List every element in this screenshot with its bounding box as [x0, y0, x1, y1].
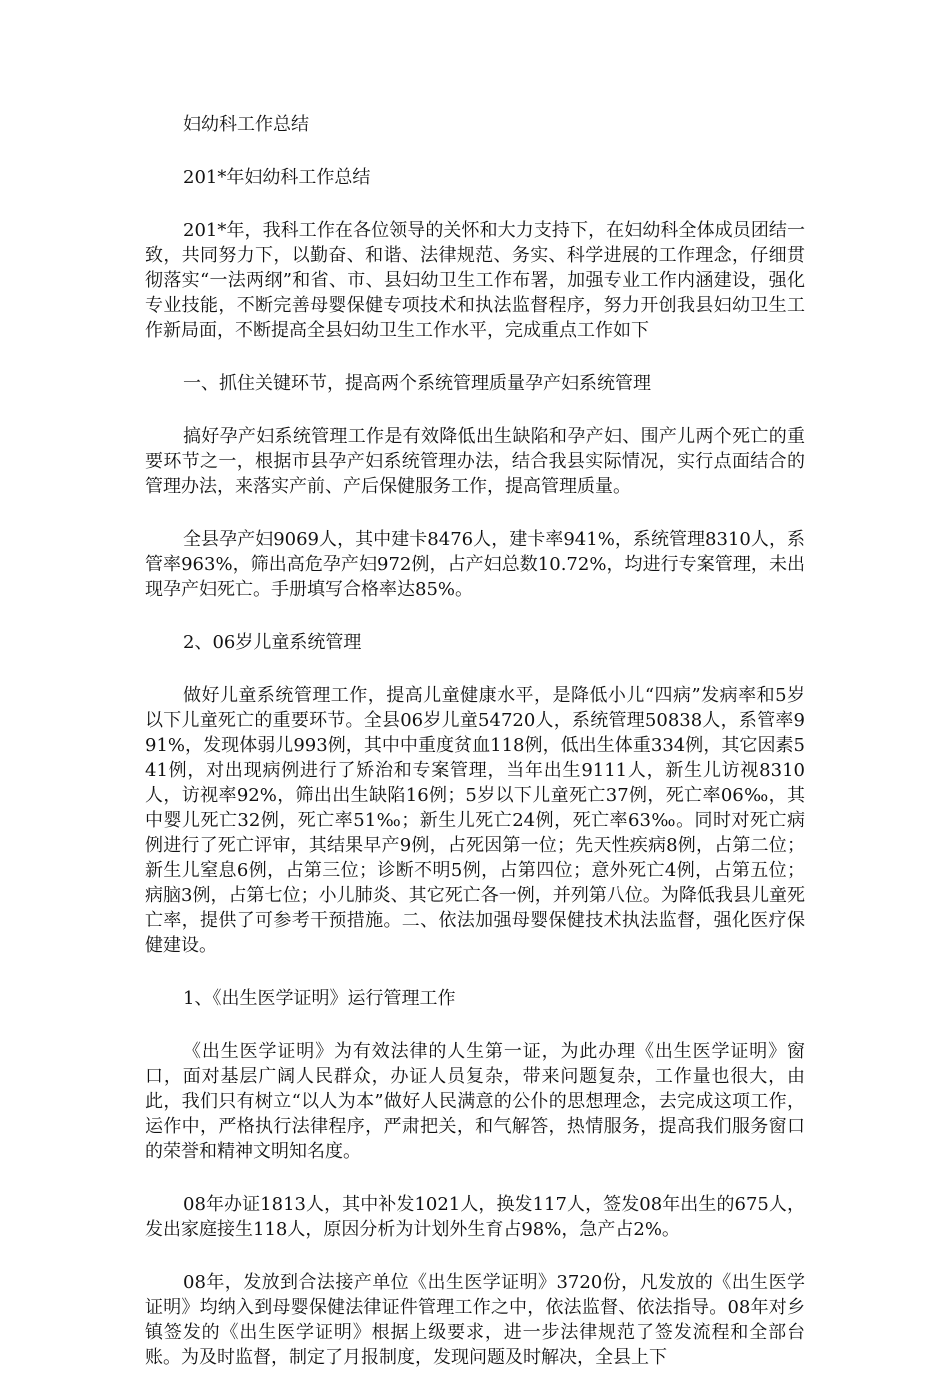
paragraph-maternal-management: 搞好孕产妇系统管理工作是有效降低出生缺陷和孕产妇、围产儿两个死亡的重要环节之一，根据市县孕产妇系统管理办法，结合我县实际情况，实行点面结合的管理办法，来落实产前、产后保健服务工作，提高管理质量。 [145, 426, 805, 497]
paragraph-certificate-stats: 08年办证1813人，其中补发1021人，换发117人，签发08年出生的675人，发出家庭接生118人，原因分析为计划外生育占98%，急产占2%。 [145, 1194, 805, 1240]
document-subtitle: 201*年妇幼科工作总结 [183, 167, 371, 188]
document-body [145, 112, 805, 1398]
document-title: 妇幼科工作总结 [183, 114, 309, 135]
paragraph-certificate-distribution: 08年，发放到合法接产单位《出生医学证明》3720份，凡发放的《出生医学证明》均纳入到母婴保健法律证件管理工作之中，依法监督、依法指导。08年对乡镇签发的《出生医学证明》根据上级要求，进一步法律规范了签发流程和全部台账。为及时监督，制定了月报制度，发现问题及时解决，全县上下 [145, 1272, 805, 1368]
paragraph-maternal-stats: 全县孕产妇9069人，其中建卡8476人，建卡率941%，系统管理8310人，系管率963%，筛出高危孕产妇972例，占产妇总数10.72%，均进行专案管理，未出现孕产妇死亡。手册填写合格率达85%。 [145, 529, 805, 600]
section-heading-3: 1、《出生医学证明》运行管理工作 [183, 988, 456, 1009]
section-heading-1: 一、抓住关键环节，提高两个系统管理质量孕产妇系统管理 [183, 373, 651, 394]
paragraph-child-management: 做好儿童系统管理工作，提高儿童健康水平，是降低小儿“四病”发病率和5岁以下儿童死亡的重要环节。全县06岁儿童54720人，系统管理50838人，系管率991%，发现体弱儿993例，其中中重度贫血118例，低出生体重334例，其它因素541例，对出现病例进行了矫治和专案管理，当年出生9111人，新生儿访视8310人，访视率92%，筛出出生缺陷16例；5岁以下儿童死亡37例，死亡率06‰，其中婴儿死亡32例，死亡率51‰；新生儿死亡24例，死亡率63‰。同时对死亡病例进行了死亡评审，其结果早产9例，占死因第一位；先天性疾病8例，占第二位；新生儿窒息6例，占第三位；诊断不明5例，占第四位；意外死亡4例，占第五位；病脑3例，占第七位；小儿肺炎、其它死亡各一例，并列第八位。为降低我县儿童死亡率，提供了可参考干预措施。二、依法加强母婴保健技术执法监督，强化医疗保健建设。 [145, 685, 805, 956]
section-heading-2: 2、06岁儿童系统管理 [183, 632, 362, 653]
intro-paragraph: 201*年，我科工作在各位领导的关怀和大力支持下，在妇幼科全体成员团结一致，共同努力下，以勤奋、和谐、法律规范、务实、科学进展的工作理念，仔细贯彻落实“一法两纲”和省、市、县妇幼卫生工作布署，加强专业工作内涵建设，强化专业技能，不断完善母婴保健专项技术和执法监督程序，努力开创我县妇幼卫生工作新局面，不断提高全县妇幼卫生工作水平，完成重点工作如下 [145, 220, 805, 341]
paragraph-birth-certificate: 《出生医学证明》为有效法律的人生第一证，为此办理《出生医学证明》窗口，面对基层广阔人民群众，办证人员复杂，带来问题复杂，工作量也很大，由此，我们只有树立“以人为本”做好人民满意的公仆的思想理念，去完成这项工作，运作中，严格执行法律程序，严肃把关，和气解答，热情服务，提高我们服务窗口的荣誉和精神文明知名度。 [145, 1041, 805, 1162]
